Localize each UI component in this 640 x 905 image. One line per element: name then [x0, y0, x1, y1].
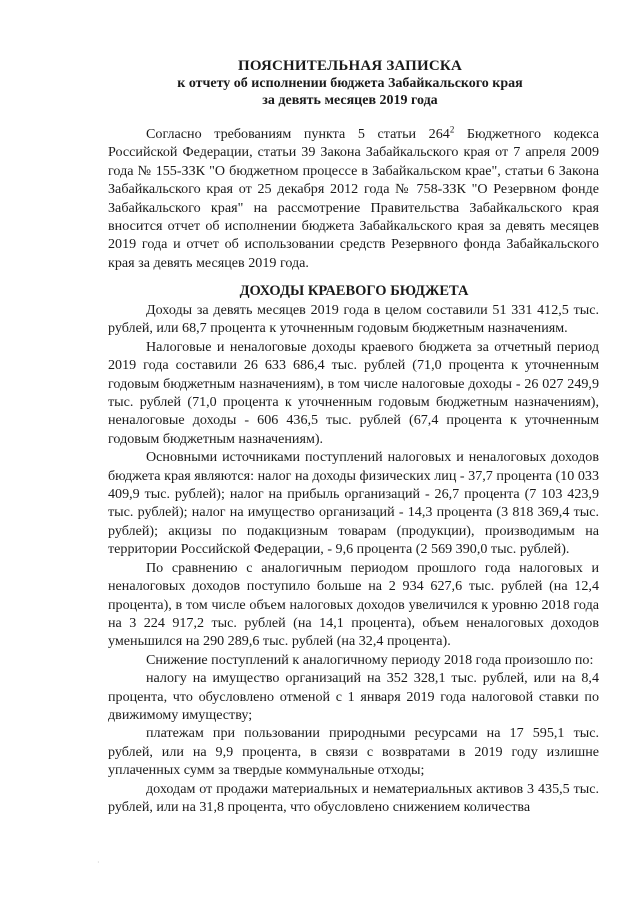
section-title: ДОХОДЫ КРАЕВОГО БЮДЖЕТА [239, 283, 469, 299]
intro-superscript: 2 [449, 124, 455, 135]
document-subtitle-line-1: к отчету об исполнении бюджета Забайкальского края [177, 76, 523, 91]
paragraph-tax-nontax-revenue: Налоговые и неналоговые доходы краевого бюджета за отчетный период 2019 года составили 26 633 686,4 тыс. рублей (71,0 процента к уточненным годовым бюджетным назначениям), в том числе налоговые доходы - 26 027 249,9 тыс. рублей (71,0 процента к уточненным годовым бюджетным назначениям), неналоговые доходы - 606 436,5 тыс. рублей (67,4 процента к уточненным годовым бюджетным назначениям). [108, 338, 599, 447]
margin-mark: · [97, 858, 100, 867]
paragraph-property-tax: налогу на имущество организаций на 352 328,1 тыс. рублей, или на 8,4 процента, что обусловлено отменой с 1 января 2019 года налоговой ставки по движимому имуществу; [108, 670, 599, 723]
document-subtitle-line-2: за девять месяцев 2019 года [262, 93, 438, 108]
paragraph-asset-sales: доходам от продажи материальных и нематериальных активов 3 435,5 тыс. рублей, или на 31,8 процента, что обусловлено снижением количества [108, 780, 599, 815]
intro-text-part-2: Бюджетного кодекса Российской Федерации, статьи 39 Закона Забайкальского края от 7 апреля 2009 года № 155-ЗЗК "О бюджетном процессе в Забайкальском крае", статьи 6 Закона Забайкальского края от 25 декабря 2012 года № 758-ЗЗК "О Резервном фонде Забайкальского края" на рассмотрение Правительства Забайкальского края вносится отчет об исполнении бюджета Забайкальского края за девять месяцев 2019 года и отчет об использовании средств Резервного фонда Забайкальского края за девять месяцев 2019 года. [108, 126, 599, 271]
paragraph-total-revenue: Доходы за девять месяцев 2019 года в целом составили 51 331 412,5 тыс. рублей, или 68,7 процента к уточненным годовым бюджетным назначениям. [108, 302, 599, 337]
intro-paragraph [108, 125, 599, 272]
intro-text-part-1: Согласно требованиям пункта 5 статьи 264 [146, 126, 450, 142]
paragraph-main-sources: Основными источниками поступлений налоговых и неналоговых доходов бюджета края являются: налог на доходы физических лиц - 37,7 процента (10 033 409,9 тыс. рублей); налог на прибыль организаций - 26,7 процента (7 103 423,9 тыс. рублей); налог на имущество организаций - 14,3 процента (3 818 369,4 тыс. рублей); акцизы по подакцизным товарам (продукции), производимым на территории Российской Федерации, - 9,6 процента (2 569 390,0 тыс. рублей). [108, 449, 599, 558]
paragraph-natural-resources: платежам при пользовании природными ресурсами на 17 595,1 тыс. рублей, или на 9,9 процента, в связи с возвратами в 2019 году излишне уплаченных сумм за твердые коммунальные отходы; [108, 725, 599, 779]
paragraph-year-comparison: По сравнению с аналогичным периодом прошлого года налоговых и неналоговых доходов поступило больше на 2 934 627,6 тыс. рублей (на 12,4 процента), в том числе объем налоговых доходов увеличился к уровню 2018 года на 3 224 917,2 тыс. рублей (на 14,1 процента), объем неналоговых доходов уменьшился на 290 289,6 тыс. рублей (на 32,4 процента). [108, 559, 599, 650]
intro-section [108, 125, 599, 272]
document-header [100, 58, 600, 109]
revenue-section-body [108, 301, 599, 816]
paragraph-decrease-intro: Снижение поступлений к аналогичному периоду 2018 года произошло по: [146, 651, 594, 668]
document-title: ПОЯСНИТЕЛЬНАЯ ЗАПИСКА [237, 58, 463, 74]
